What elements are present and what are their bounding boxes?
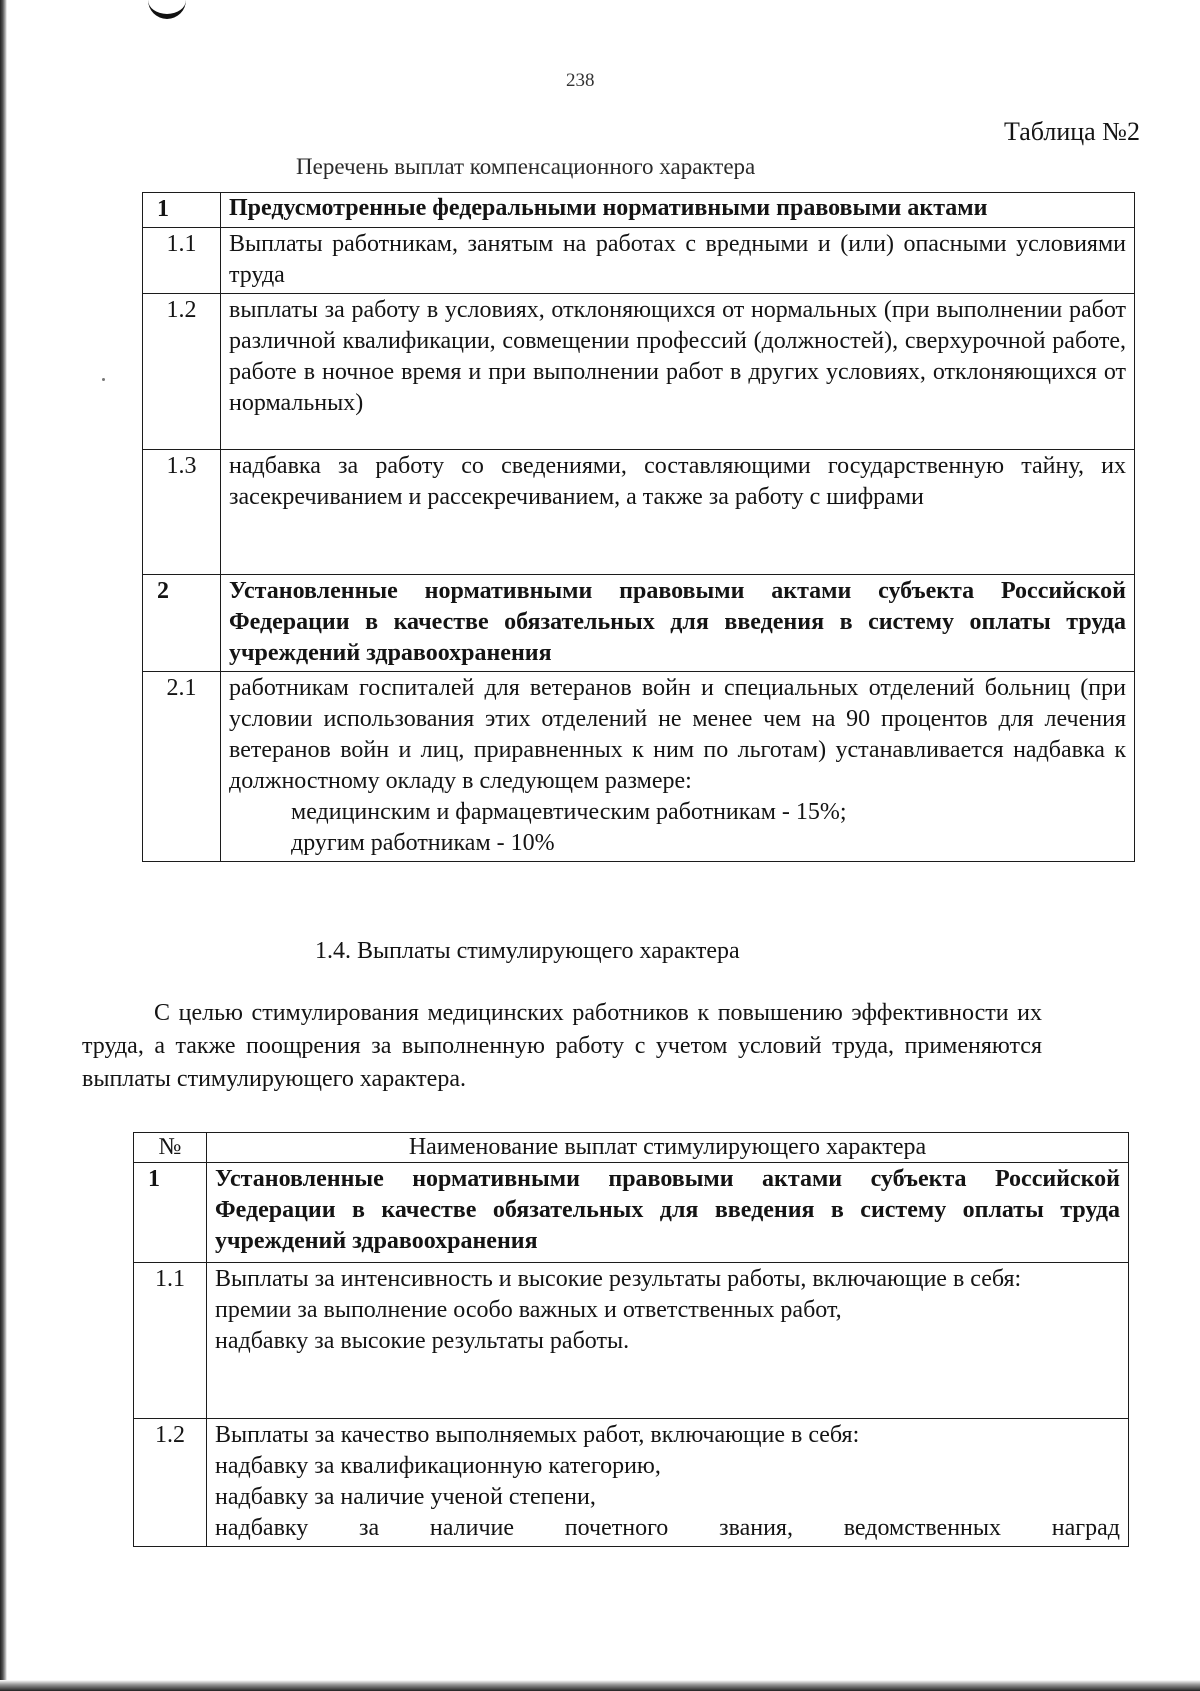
row-text: выплаты за работу в условиях, отклоняющихся от нормальных (при выполнении работ различной квалификации, совмещении профессий (должностей), сверхурочной работе, работе в ночное время и при выполнении работ в других условиях, отклоняющихся от нормальных)	[221, 294, 1135, 450]
row-text: работникам госпиталей для ветеранов войн и специальных отделений больниц (при условии использования этих отделений не менее чем на 90 процентов для лечения ветеранов войн и лиц, приравненных к ним по льготам) устанавливается надбавка к должностному окладу в следующем размере:	[229, 675, 1126, 794]
row-number: 1	[134, 1163, 207, 1263]
scan-left-edge	[0, 0, 7, 1691]
column-header-name: Наименование выплат стимулирующего характера	[207, 1133, 1129, 1163]
row-number: 2	[143, 575, 221, 672]
section-paragraph: С целью стимулирования медицинских работников к повышению эффективности их труда, а также поощрения за выполненную работу с учетом условий труда, применяются выплаты стимулирующего характера.	[82, 1000, 1042, 1092]
row-number: 1.3	[143, 450, 221, 575]
row-number: 1.1	[143, 228, 221, 294]
table-row	[143, 672, 1135, 862]
compensation-payments-table	[142, 192, 1135, 862]
list-item: надбавку за наличие почетного звания, ведомственных наград	[215, 1515, 1120, 1541]
incentive-payments-table	[133, 1132, 1129, 1547]
row-content	[221, 672, 1135, 862]
table-row	[134, 1419, 1129, 1547]
list-item: надбавку за квалификационную категорию,	[215, 1453, 661, 1479]
column-header-number: №	[134, 1133, 207, 1163]
list-item: другим работникам - 10%	[291, 830, 555, 856]
section-heading: 1.4. Выплаты стимулирующего характера	[315, 938, 740, 964]
table-row	[134, 1263, 1129, 1419]
table-row	[143, 193, 1135, 228]
list-item: премии за выполнение особо важных и ответственных работ,	[215, 1297, 842, 1323]
row-text: надбавка за работу со сведениями, составляющими государственную тайну, их засекречиванием и рассекречиванием, а также за работу с шифрами	[221, 450, 1135, 575]
page-number: 238	[566, 70, 595, 91]
table-row	[143, 575, 1135, 672]
row-content	[207, 1419, 1129, 1547]
row-number: 1	[143, 193, 221, 228]
table-title: Перечень выплат компенсационного характера	[296, 154, 756, 179]
row-number: 1.1	[134, 1263, 207, 1419]
table-row	[143, 228, 1135, 294]
list-item: медицинским и фармацевтическим работникам - 15%;	[291, 799, 847, 825]
row-text: Установленные нормативными правовыми актами субъекта Российской Федерации в качестве обязательных для введения в систему оплаты труда учреждений здравоохранения	[221, 575, 1135, 672]
row-intro: Выплаты за интенсивность и высокие результаты работы, включающие в себя:	[215, 1266, 1022, 1292]
scan-ink-mark	[148, 0, 186, 19]
table-header-row	[134, 1133, 1129, 1163]
list-item: надбавку за наличие ученой степени,	[215, 1484, 596, 1510]
table-row	[134, 1163, 1129, 1263]
table-row	[143, 450, 1135, 575]
row-number: 1.2	[143, 294, 221, 450]
row-text: Выплаты работникам, занятым на работах с вредными и (или) опасными условиями труда	[221, 228, 1135, 294]
row-text: Установленные нормативными правовыми актами субъекта Российской Федерации в качестве обязательных для введения в систему оплаты труда учреждений здравоохранения	[207, 1163, 1129, 1263]
table-row	[143, 294, 1135, 450]
scan-bottom-edge	[0, 1680, 1200, 1691]
scan-speck	[102, 378, 105, 381]
row-text: Предусмотренные федеральными нормативными правовыми актами	[221, 193, 1135, 228]
list-item: надбавку за высокие результаты работы.	[215, 1328, 630, 1354]
row-number: 1.2	[134, 1419, 207, 1547]
row-number: 2.1	[143, 672, 221, 862]
row-intro: Выплаты за качество выполняемых работ, включающие в себя:	[215, 1422, 860, 1448]
row-content	[207, 1263, 1129, 1419]
table-label: Таблица №2	[1003, 117, 1140, 146]
